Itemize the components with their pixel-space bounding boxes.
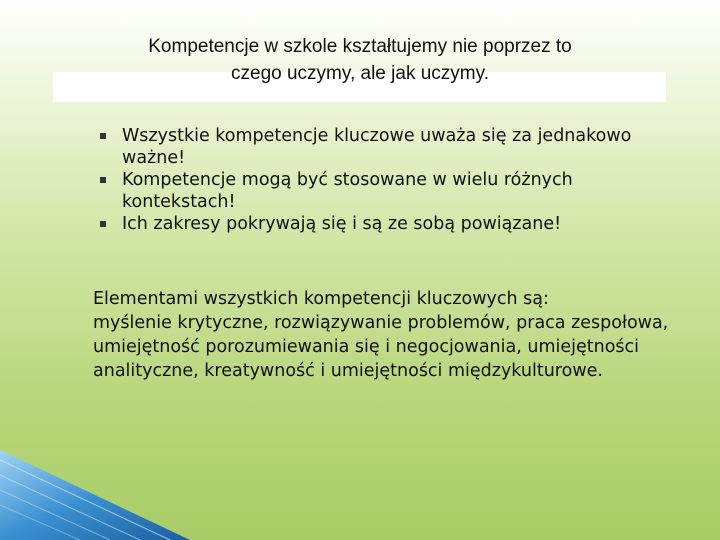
title-line-2: czego uczymy, ale jak uczymy. xyxy=(231,63,489,84)
title-line-1: Kompetencje w szkole kształtujemy nie poprzez to xyxy=(148,36,572,57)
bullet-item xyxy=(100,213,660,235)
square-bullet-icon xyxy=(100,133,106,139)
slide-title xyxy=(60,33,660,87)
bullet-item xyxy=(100,125,660,169)
bullet-item xyxy=(100,169,660,213)
corner-decoration xyxy=(0,450,190,540)
summary-paragraph xyxy=(93,287,703,383)
bullet-text: Wszystkie kompetencje kluczowe uważa się za jednakowo ważne! xyxy=(122,126,632,168)
square-bullet-icon xyxy=(100,177,106,183)
bullet-text: Ich zakresy pokrywają się i są ze sobą powiązane! xyxy=(122,214,562,234)
summary-body: myślenie krytyczne, rozwiązywanie problemów, praca zespołowa, umiejętność porozumiewania się i negocjowania, umiejętności analityczne, kreatywność i umiejętności międzykulturowe. xyxy=(93,313,669,381)
bullet-text: Kompetencje mogą być stosowane w wielu różnych kontekstach! xyxy=(122,170,573,212)
summary-heading: Elementami wszystkich kompetencji kluczowych są: xyxy=(93,289,549,309)
square-bullet-icon xyxy=(100,221,106,227)
bullet-list xyxy=(100,125,660,235)
